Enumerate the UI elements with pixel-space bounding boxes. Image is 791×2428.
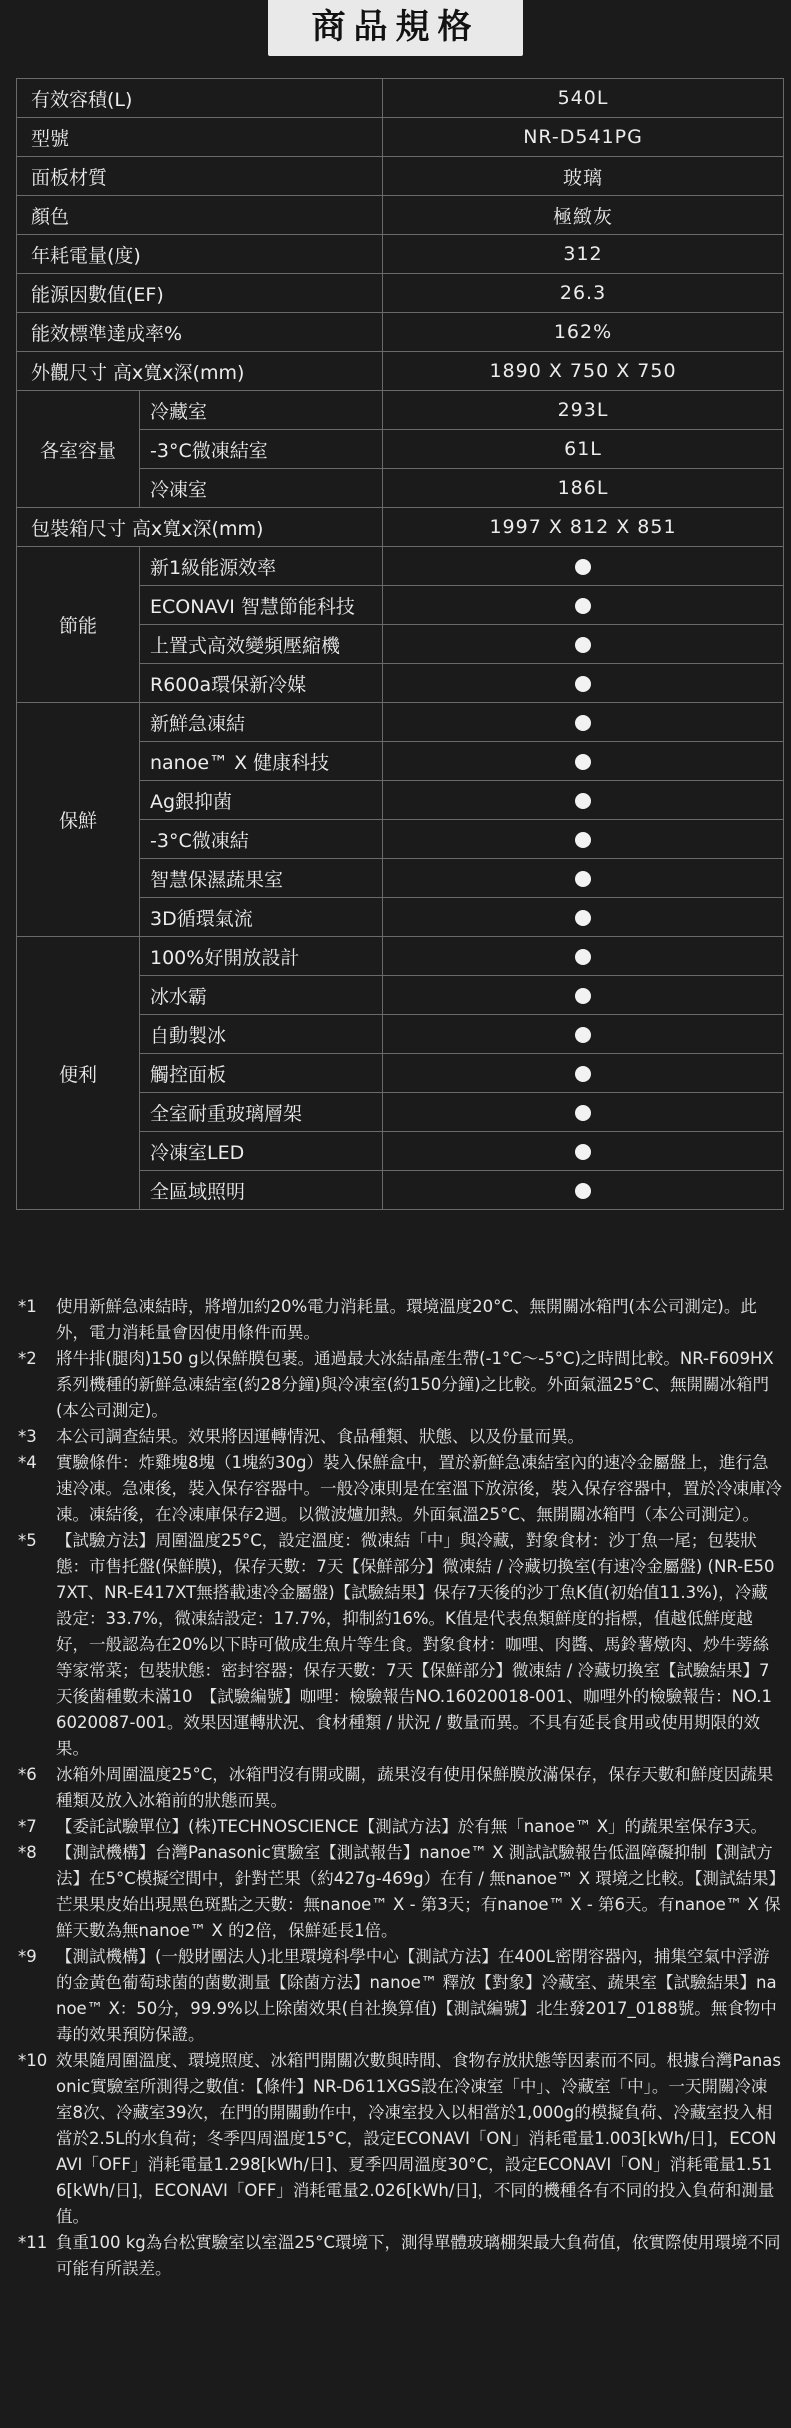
filled-circle-icon <box>575 715 591 731</box>
package-row <box>17 508 784 547</box>
capacity-value: 186L <box>383 469 784 508</box>
spec-row <box>17 313 784 352</box>
feature-check <box>383 1093 784 1132</box>
footnote-text: 【試驗方法】周圍溫度25°C，設定溫度：微凍結「中」與冷藏，對象食材：沙丁魚一尾；包裝狀態：市售托盤(保鮮膜)，保存天數：7天【保鮮部分】微凍結 / 冷藏切換室(有速冷金屬盤) (NR-E507XT、NR-E417XT無搭載速冷金屬盤)【試驗結果】保存7天後的沙丁魚K值(初始值11.3%)，冷藏設定：33.7%，微凍結設定：17.7%，抑制約16%。K值是代表魚類鮮度的指標，值越低鮮度越好，一般認為在20%以下時可做成生魚片等生食。對象食材：咖哩、肉醬、馬鈴薯燉肉、炒牛蒡絲等家常菜；包裝狀態：密封容器；保存天數：7天【保鮮部分】微凍結 / 冷藏切換室【試驗結果】7天後菌種數未滿10 【試驗編號】咖哩：檢驗報告NO.16020018-001、咖哩外的檢驗報告：NO.16020087-001。效果因運轉狀況、食材種類 / 狀況 / 數量而異。不具有延長食用或使用期限的效果。 <box>56 1531 775 1758</box>
filled-circle-icon <box>575 754 591 770</box>
filled-circle-icon <box>575 910 591 926</box>
spec-value: 312 <box>383 235 784 274</box>
feature-label: 自動製冰 <box>140 1015 383 1054</box>
feature-check <box>383 1015 784 1054</box>
feature-label: nanoe™ X 健康科技 <box>140 742 383 781</box>
footnote <box>12 1814 782 1840</box>
footnote <box>12 2230 782 2282</box>
footnote-number: *7 <box>18 1817 37 1836</box>
spec-value: 極緻灰 <box>383 196 784 235</box>
footnote-text: 負重100 kg為台松實驗室以室溫25°C環境下，測得單體玻璃棚架最大負荷值，依實際使用環境不同可能有所誤差。 <box>56 2233 781 2278</box>
feature-label: R600a環保新冷媒 <box>140 664 383 703</box>
spec-row <box>17 235 784 274</box>
footnote-number: *9 <box>18 1947 37 1966</box>
filled-circle-icon <box>575 1066 591 1082</box>
footnote <box>12 1762 782 1814</box>
feature-check <box>383 625 784 664</box>
footnote-text: 【委託試驗單位】(株)TECHNOSCIENCE【測試方法】於有無「nanoe™ X」的蔬果室保存3天。 <box>56 1817 768 1836</box>
filled-circle-icon <box>575 871 591 887</box>
feature-row <box>17 937 784 976</box>
feature-check <box>383 976 784 1015</box>
capacity-group-label: 各室容量 <box>17 391 140 508</box>
spec-row <box>17 157 784 196</box>
feature-label: -3°C微凍結 <box>140 820 383 859</box>
spec-label: 型號 <box>17 118 383 157</box>
spec-label: 外觀尺寸 高x寬x深(mm) <box>17 352 383 391</box>
footnote <box>12 1944 782 2048</box>
capacity-row <box>17 391 784 430</box>
footnote-text: 實驗條件：炸雞塊8塊（1塊約30g）裝入保鮮盒中，置於新鮮急凍結室內的速冷金屬盤上，進行急速冷凍。急凍後，裝入保存容器中。一般冷凍則是在室溫下放涼後，裝入保存容器中，置於冷凍庫冷凍。凍結後，在冷凍庫保存2週。以微波爐加熱。外面氣溫25°C、無開關冰箱門（本公司測定）。 <box>56 1453 782 1524</box>
spec-value: 1890 X 750 X 750 <box>383 352 784 391</box>
feature-check <box>383 937 784 976</box>
feature-check <box>383 664 784 703</box>
filled-circle-icon <box>575 1144 591 1160</box>
feature-group-label: 便利 <box>17 937 140 1210</box>
spec-label: 面板材質 <box>17 157 383 196</box>
filled-circle-icon <box>575 676 591 692</box>
spec-value: NR-D541PG <box>383 118 784 157</box>
footnote <box>12 2048 782 2230</box>
spec-row <box>17 118 784 157</box>
feature-check <box>383 1054 784 1093</box>
spec-value: 540L <box>383 79 784 118</box>
spec-row <box>17 196 784 235</box>
feature-label: Ag銀抑菌 <box>140 781 383 820</box>
spec-value: 162% <box>383 313 784 352</box>
footnote-number: *11 <box>18 2233 48 2252</box>
feature-check <box>383 742 784 781</box>
feature-check <box>383 586 784 625</box>
feature-check <box>383 547 784 586</box>
filled-circle-icon <box>575 1183 591 1199</box>
footnotes <box>12 1294 782 2282</box>
filled-circle-icon <box>575 832 591 848</box>
feature-check <box>383 820 784 859</box>
spec-label: 能效標準達成率% <box>17 313 383 352</box>
capacity-label: 冷凍室 <box>140 469 383 508</box>
spec-row <box>17 352 784 391</box>
title-bar <box>0 0 791 56</box>
filled-circle-icon <box>575 988 591 1004</box>
package-label: 包裝箱尺寸 高x寬x深(mm) <box>17 508 383 547</box>
footnote-number: *5 <box>18 1531 37 1550</box>
spec-row <box>17 79 784 118</box>
feature-label: 冷凍室LED <box>140 1132 383 1171</box>
feature-check <box>383 781 784 820</box>
footnote-text: 【測試機構】(一般財團法人)北里環境科學中心【測試方法】在400L密閉容器內，捕集空氣中浮游的金黃色葡萄球菌的菌數測量【除菌方法】nanoe™ 釋放【對象】冷藏室、蔬果室【試驗結果】nanoe™ X：50分，99.9%以上除菌效果(自社換算值)【測試編號】北生發2017_0188號。無食物中毒的效果預防保證。 <box>56 1947 777 2044</box>
footnote-number: *2 <box>18 1349 37 1368</box>
footnote-text: 本公司調查結果。效果將因運轉情況、食品種類、狀態、以及份量而異。 <box>56 1427 584 1446</box>
footnote-text: 將牛排(腿肉)150 g以保鮮膜包裹。通過最大冰結晶產生帶(-1°C～-5°C)之時間比較。NR-F609HX系列機種的新鮮急凍結室(約28分鐘)與冷凍室(約150分鐘)之比較。外面氣溫25°C、無開關冰箱門(本公司測定)。 <box>56 1349 774 1420</box>
feature-check <box>383 1171 784 1210</box>
spec-value: 玻璃 <box>383 157 784 196</box>
footnote-number: *6 <box>18 1765 37 1784</box>
footnote-number: *10 <box>18 2051 48 2070</box>
footnote <box>12 1840 782 1944</box>
footnote-number: *1 <box>18 1297 37 1316</box>
footnote-number: *3 <box>18 1427 37 1446</box>
spec-label: 有效容積(L) <box>17 79 383 118</box>
filled-circle-icon <box>575 793 591 809</box>
footnote <box>12 1528 782 1762</box>
feature-row <box>17 547 784 586</box>
feature-check <box>383 859 784 898</box>
feature-label: 智慧保濕蔬果室 <box>140 859 383 898</box>
capacity-label: -3°C微凍結室 <box>140 430 383 469</box>
feature-label: 冰水霸 <box>140 976 383 1015</box>
feature-row <box>17 703 784 742</box>
feature-check <box>383 1132 784 1171</box>
footnote <box>12 1424 782 1450</box>
capacity-value: 293L <box>383 391 784 430</box>
footnote <box>12 1346 782 1424</box>
spec-table <box>16 78 784 1210</box>
filled-circle-icon <box>575 637 591 653</box>
feature-label: 觸控面板 <box>140 1054 383 1093</box>
filled-circle-icon <box>575 949 591 965</box>
feature-label: 全室耐重玻璃層架 <box>140 1093 383 1132</box>
feature-check <box>383 703 784 742</box>
footnote-text: 使用新鮮急凍結時，將增加約20%電力消耗量。環境溫度20°C、無開關冰箱門(本公司測定)。此外，電力消耗量會因使用條件而異。 <box>56 1297 757 1342</box>
feature-label: 上置式高效變頻壓縮機 <box>140 625 383 664</box>
filled-circle-icon <box>575 559 591 575</box>
footnote-number: *4 <box>18 1453 37 1472</box>
feature-group-label: 節能 <box>17 547 140 703</box>
spec-label: 能源因數值(EF) <box>17 274 383 313</box>
filled-circle-icon <box>575 1105 591 1121</box>
capacity-label: 冷藏室 <box>140 391 383 430</box>
feature-label: 新鮮急凍結 <box>140 703 383 742</box>
spec-label: 顏色 <box>17 196 383 235</box>
package-value: 1997 X 812 X 851 <box>383 508 784 547</box>
feature-check <box>383 898 784 937</box>
spec-value: 26.3 <box>383 274 784 313</box>
filled-circle-icon <box>575 598 591 614</box>
spec-row <box>17 274 784 313</box>
footnote-number: *8 <box>18 1843 37 1862</box>
feature-label: ECONAVI 智慧節能科技 <box>140 586 383 625</box>
feature-label: 3D循環氣流 <box>140 898 383 937</box>
footnote <box>12 1294 782 1346</box>
feature-label: 全區域照明 <box>140 1171 383 1210</box>
filled-circle-icon <box>575 1027 591 1043</box>
feature-group-label: 保鮮 <box>17 703 140 937</box>
spec-label: 年耗電量(度) <box>17 235 383 274</box>
footnote <box>12 1450 782 1528</box>
feature-label: 新1級能源效率 <box>140 547 383 586</box>
footnote-text: 冰箱外周圍溫度25°C，冰箱門沒有開或關，蔬果沒有使用保鮮膜放滿保存，保存天數和鮮度因蔬果種類及放入冰箱前的狀態而異。 <box>56 1765 774 1810</box>
footnote-text: 【測試機構】台灣Panasonic實驗室【測試報告】nanoe™ X 測試試驗報告低溫障礙抑制【測試方法】在5°C模擬空間中，針對芒果（約427g-469g）在有 / 無nanoe™ X 環境之比較。【測試結果】芒果果皮始出現黑色斑點之天數：無nanoe™ X - 第3天；有nanoe™ X - 第6天。有nanoe™ X 保鮮天數為無nanoe™ X 的2倍，保鮮延長1倍。 <box>56 1843 781 1940</box>
page-title: 商品規格 <box>268 0 523 56</box>
footnote-text: 效果隨周圍溫度、環境照度、冰箱門開關次數與時間、食物存放狀態等因素而不同。根據台灣Panasonic實驗室所測得之數值：【條件】NR-D611XGS設在冷凍室「中」、冷藏室「中」。一天開關冷凍室8次、冷藏室39次，在門的開關動作中，冷凍室投入以相當於1,000g的模擬負荷、冷藏室投入相當於2.5L的水負荷；冬季四周溫度15°C，設定ECONAVI「ON」消耗電量1.003[kWh/日]，ECONAVI「OFF」消耗電量1.298[kWh/日]、夏季四周溫度30°C，設定ECONAVI「ON」消耗電量1.516[kWh/日]，ECONAVI「OFF」消耗電量2.026[kWh/日]，不同的機種各有不同的投入負荷和測量值。 <box>56 2051 781 2226</box>
capacity-value: 61L <box>383 430 784 469</box>
feature-label: 100%好開放設計 <box>140 937 383 976</box>
